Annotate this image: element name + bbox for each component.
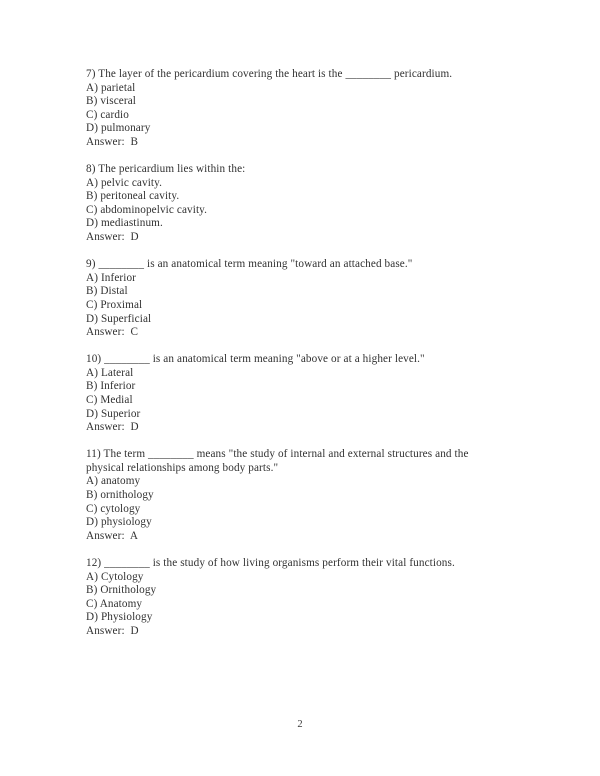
answer-key: Answer: D: [86, 231, 139, 244]
answer-choice[interactable]: B) peritoneal cavity.: [86, 190, 180, 203]
page-number: 2: [297, 719, 303, 730]
answer-choice[interactable]: A) parietal: [86, 81, 136, 94]
answer-choice[interactable]: D) Physiology: [86, 611, 153, 624]
page-footer: [0, 714, 600, 732]
answer-choice[interactable]: C) cardio: [86, 108, 129, 121]
answer-key: Answer: D: [86, 421, 139, 434]
answer-choice[interactable]: D) pulmonary: [86, 122, 151, 135]
question-list: [86, 68, 486, 652]
answer-choice[interactable]: D) Superficial: [86, 312, 152, 325]
answer-choice[interactable]: B) visceral: [86, 95, 137, 108]
answer-key: Answer: D: [86, 624, 139, 637]
question-stem: 8) The pericardium lies within the:: [86, 163, 246, 176]
question-block: [86, 353, 486, 435]
answer-choice[interactable]: C) abdominopelvic cavity.: [86, 203, 208, 216]
answer-choice[interactable]: A) Cytology: [86, 570, 144, 583]
question-stem: 10) ________ is an anatomical term meaning "above or at a higher level.": [86, 353, 425, 366]
answer-choice[interactable]: C) Medial: [86, 393, 133, 406]
question-block: [86, 557, 486, 639]
answer-choice[interactable]: D) Superior: [86, 407, 141, 420]
question-stem: 9) ________ is an anatomical term meaning "toward an attached base.": [86, 258, 413, 271]
answer-key: Answer: C: [86, 326, 139, 339]
answer-choice[interactable]: B) Ornithology: [86, 584, 157, 597]
answer-choice[interactable]: D) physiology: [86, 516, 152, 529]
answer-choice[interactable]: A) pelvic cavity.: [86, 176, 163, 189]
answer-choice[interactable]: D) mediastinum.: [86, 217, 163, 230]
answer-choice[interactable]: A) anatomy: [86, 475, 141, 488]
question-block: [86, 448, 486, 543]
answer-choice[interactable]: A) Lateral: [86, 366, 134, 379]
answer-choice[interactable]: A) Inferior: [86, 271, 136, 284]
question-stem: 12) ________ is the study of how living organisms perform their vital functions.: [86, 556, 455, 569]
question-block: [86, 68, 486, 150]
answer-choice[interactable]: C) cytology: [86, 502, 141, 515]
question-block: [86, 163, 486, 245]
answer-key: Answer: A: [86, 529, 139, 542]
answer-choice[interactable]: C) Anatomy: [86, 597, 143, 610]
question-block: [86, 258, 486, 340]
answer-choice[interactable]: B) Inferior: [86, 380, 136, 393]
answer-key: Answer: B: [86, 135, 139, 148]
question-stem: 11) The term ________ means "the study of internal and external structures and the physical relationships among body parts.": [86, 448, 472, 474]
answer-choice[interactable]: B) Distal: [86, 285, 128, 298]
answer-choice[interactable]: B) ornithology: [86, 489, 154, 502]
question-stem: 7) The layer of the pericardium covering the heart is the ________ pericardium.: [86, 68, 453, 80]
answer-choice[interactable]: C) Proximal: [86, 298, 143, 311]
